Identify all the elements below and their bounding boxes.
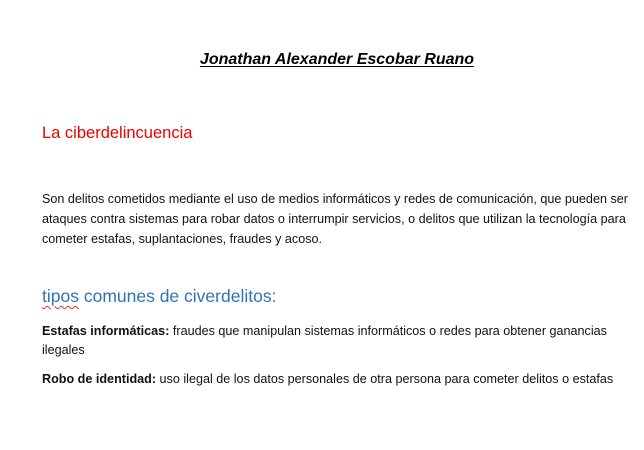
section-heading (42, 286, 276, 307)
intro-paragraph: Son delitos cometidos mediante el uso de medios informáticos y redes de comunicación, que pueden ser ataques contra sistemas para robar datos o interrumpir servicios, o delitos que utilizan la tecnología para cometer estafas, suplantaciones, fraudes y acoso. (42, 192, 628, 246)
document-title: La ciberdelincuencia (42, 124, 193, 142)
misspelled-word[interactable]: tipos (42, 286, 79, 306)
definition-text: uso ilegal de los datos personales de otra persona para cometer delitos o estafas (156, 372, 614, 386)
section-heading-rest: comunes de civerdelitos: (78, 286, 277, 306)
definition-item (42, 370, 622, 389)
definition-item (42, 322, 622, 360)
definition-term: Estafas informáticas: (42, 324, 170, 338)
definition-term: Robo de identidad: (42, 372, 157, 386)
author-name: Jonathan Alexander Escobar Ruano (199, 51, 475, 68)
definition-text: fraudes que manipulan sistemas informáticos o redes para obtener ganancias ilegales (42, 324, 607, 357)
